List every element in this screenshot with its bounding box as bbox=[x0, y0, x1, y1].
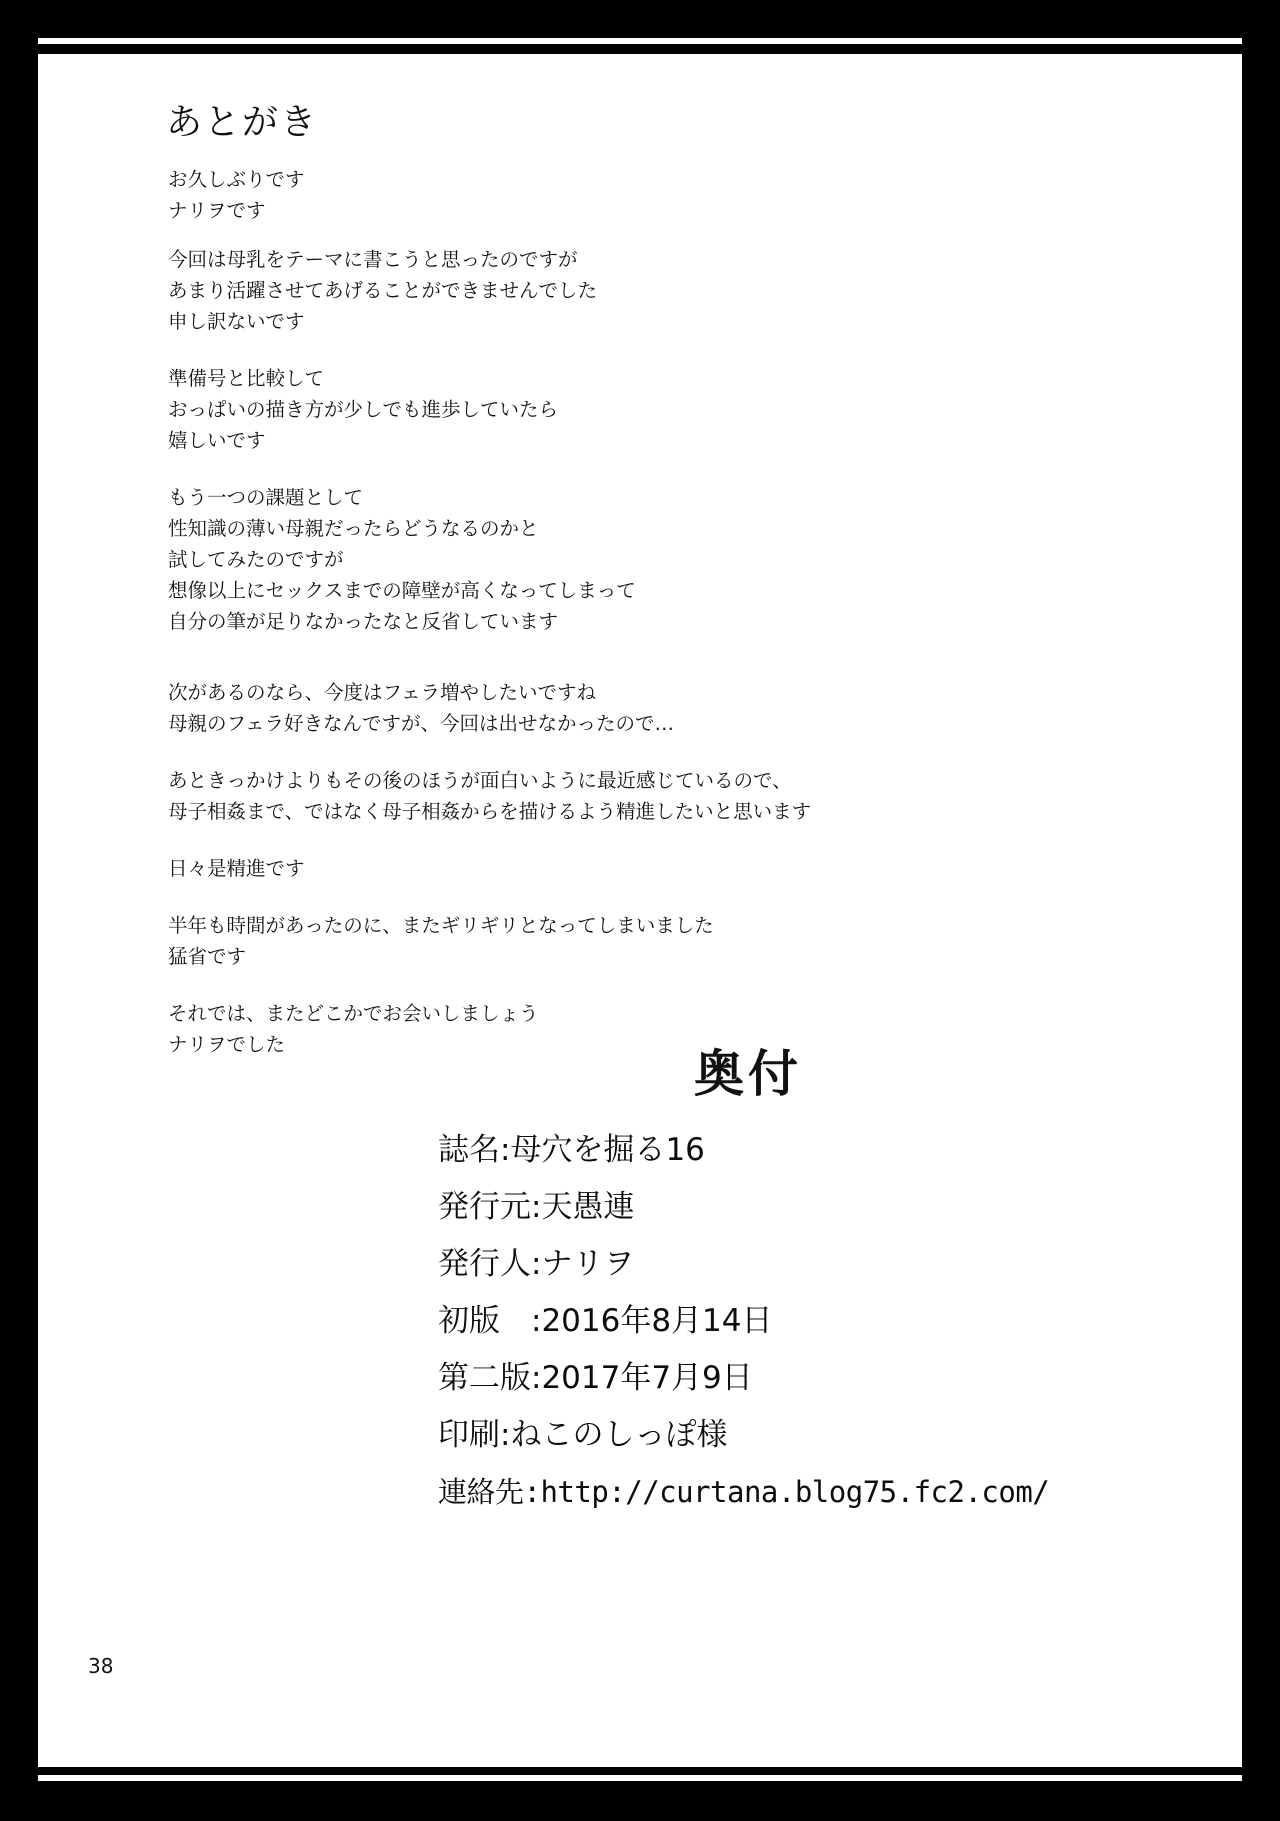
border-band-left bbox=[0, 0, 38, 1821]
afterword-line: あときっかけよりもその後のほうが面白いように最近感じているので、 bbox=[168, 769, 792, 792]
afterword-line: 申し訳ないです bbox=[168, 310, 305, 333]
border-band-right bbox=[1242, 0, 1280, 1821]
afterword-paragraph bbox=[168, 244, 1168, 337]
afterword-line: ナリヲです bbox=[168, 199, 266, 222]
afterword-line: 母親のフェラ好きなんですが、今回は出せなかったので… bbox=[168, 712, 675, 735]
colophon-entry-second-edition: 第二版:2017年7月9日 bbox=[438, 1360, 753, 1396]
colophon-entries bbox=[438, 1122, 1238, 1521]
border-rule-top bbox=[38, 44, 1242, 54]
afterword-paragraph bbox=[168, 677, 1168, 739]
afterword-heading: あとがき bbox=[166, 102, 319, 143]
page-content bbox=[38, 54, 1242, 1767]
afterword-line: 今回は母乳をテーマに書こうと思ったのですが bbox=[168, 248, 578, 271]
afterword-line: お久しぶりです bbox=[168, 168, 305, 191]
colophon-entry-publisher: 発行元:天愚連 bbox=[438, 1189, 635, 1225]
afterword-line: 半年も時間があったのに、またギリギリとなってしまいました bbox=[168, 914, 714, 937]
page-number: 38 bbox=[88, 1654, 114, 1678]
afterword-line: 自分の筆が足りなかったなと反省しています bbox=[168, 610, 559, 633]
afterword-line: ナリヲでした bbox=[168, 1033, 286, 1056]
colophon-entry-first-edition: 初版 :2016年8月14日 bbox=[438, 1303, 773, 1339]
colophon-heading: 奥付 bbox=[694, 1045, 802, 1103]
afterword-paragraph bbox=[168, 482, 1168, 637]
afterword-line: 準備号と比較して bbox=[168, 367, 325, 390]
border-band-top bbox=[0, 0, 1280, 38]
afterword-line: それでは、またどこかでお会いしましょう bbox=[168, 1002, 539, 1025]
colophon-entry-author: 発行人:ナリヲ bbox=[438, 1246, 635, 1282]
afterword-line: 母子相姦まで、ではなく母子相姦からを描けるよう精進したいと思います bbox=[168, 800, 812, 823]
afterword-paragraph bbox=[168, 363, 1168, 456]
afterword-line: もう一つの課題として bbox=[168, 486, 364, 509]
afterword-line: 性知識の薄い母親だったらどうなるのかと bbox=[168, 517, 539, 540]
afterword-body bbox=[168, 164, 1168, 1086]
colophon-entry-title: 誌名:母穴を掘る16 bbox=[438, 1132, 705, 1168]
afterword-line: あまり活躍させてあげることができませんでした bbox=[168, 279, 598, 302]
colophon-block bbox=[438, 1034, 1238, 1521]
afterword-paragraph bbox=[168, 910, 1168, 972]
afterword-paragraph bbox=[168, 164, 1168, 226]
afterword-line: 次があるのなら、今度はフェラ増やしたいですね bbox=[168, 681, 597, 704]
afterword-line: 試してみたのですが bbox=[168, 548, 344, 571]
afterword-line: おっぱいの描き方が少しでも進歩していたら bbox=[168, 398, 559, 421]
afterword-paragraph bbox=[168, 765, 1168, 827]
afterword-line: 猛省です bbox=[168, 945, 247, 968]
afterword-paragraph bbox=[168, 853, 1168, 884]
afterword-line: 嬉しいです bbox=[168, 429, 266, 452]
border-band-bottom bbox=[0, 1781, 1280, 1821]
colophon-entry-contact: 連絡先:http://curtana.blog75.fc2.com/ bbox=[438, 1475, 1050, 1509]
afterword-line: 想像以上にセックスまでの障壁が高くなってしまって bbox=[168, 579, 636, 602]
afterword-line: 日々是精進です bbox=[168, 857, 305, 880]
colophon-entry-printer: 印刷:ねこのしっぽ様 bbox=[438, 1417, 728, 1453]
